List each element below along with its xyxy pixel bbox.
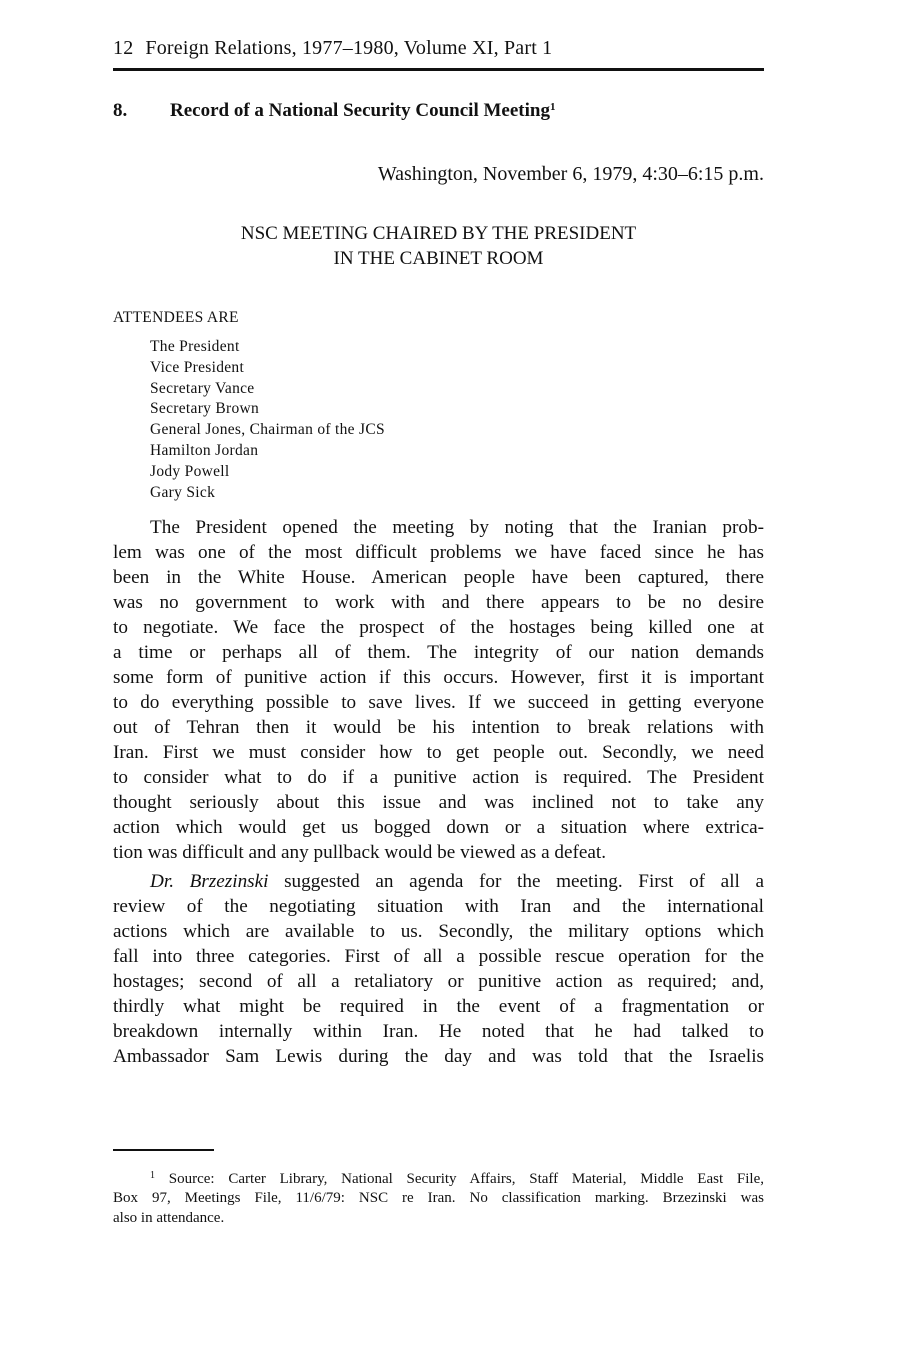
document-number: 8. <box>113 100 128 121</box>
footnote-line <box>113 1166 764 1189</box>
attendees-list <box>150 337 385 503</box>
footnote-marker: 1 <box>150 1170 155 1181</box>
attendee: The President <box>150 338 240 355</box>
attendee: Secretary Vance <box>150 379 255 397</box>
text-line: been in the White House. American people have been captured, there <box>113 567 764 588</box>
document-heading <box>113 100 555 122</box>
text-line: hostages; second of all a retaliatory or punitive action as required; and, <box>113 971 764 992</box>
text-line: tion was difficult and any pullback would be viewed as a defeat. <box>113 842 607 863</box>
attendee: General Jones, Chairman of the JCS <box>150 421 385 439</box>
text-line: lem was one of the most difficult problems we have faced since he has <box>113 542 764 563</box>
meeting-title-line-1: NSC MEETING CHAIRED BY THE PRESIDENT <box>240 223 637 244</box>
footnote-line: also in attendance. <box>113 1209 225 1226</box>
text-line: some form of punitive action if this occurs. However, first it is important <box>113 667 764 688</box>
text-line: thirdly what might be required in the event of a fragmentation or <box>113 996 764 1017</box>
attendee: Gary Sick <box>150 483 216 501</box>
header-rule <box>113 68 764 71</box>
text-run: Source: Carter Library, National Security Affairs, Staff Material, Middle East File, <box>155 1171 764 1187</box>
footnote-rule <box>113 1149 214 1151</box>
text-line: breakdown internally within Iran. He noted that he had talked to <box>113 1021 764 1042</box>
meeting-title-line-2: IN THE CABINET ROOM <box>333 248 544 269</box>
text-line: actions which are available to us. Secondly, the military options which <box>113 921 764 942</box>
paragraph-1 <box>113 515 764 865</box>
attendee: Secretary Brown <box>150 400 260 418</box>
text-line <box>113 869 764 894</box>
text-line: to consider what to do if a punitive action is required. The President <box>113 767 764 788</box>
attendees-label: ATTENDEES ARE <box>113 309 239 326</box>
text-line: to do everything possible to save lives. If we succeed in getting everyone <box>113 692 764 713</box>
text-line: thought seriously about this issue and was inclined not to take any <box>113 792 764 813</box>
text-line: was no government to work with and there appears to be no desire <box>113 592 764 613</box>
text-line: Ambassador Sam Lewis during the day and was told that the Israelis <box>113 1046 764 1067</box>
meeting-title <box>113 221 764 271</box>
text-line: out of Tehran then it would be his intention to break relations with <box>113 717 764 738</box>
page-number: 12 <box>113 37 134 59</box>
footnote-reference: 1 <box>549 101 556 113</box>
attendee: Jody Powell <box>150 462 230 480</box>
running-head-title: Foreign Relations, 1977–1980, Volume XI, Part 1 <box>145 37 553 59</box>
text-run: suggested an agenda for the meeting. First of all a <box>268 871 764 892</box>
speaker-name: Dr. Brzezinski <box>150 871 269 892</box>
text-line: review of the negotiating situation with Iran and the international <box>113 896 764 917</box>
paragraph-2 <box>113 869 764 1069</box>
document-title: Record of a National Security Council Meeting <box>170 100 550 121</box>
running-head <box>113 37 552 60</box>
attendee: Hamilton Jordan <box>150 441 259 459</box>
text-line: The President opened the meeting by noting that the Iranian prob- <box>150 517 764 538</box>
dateline: Washington, November 6, 1979, 4:30–6:15 p.m. <box>377 163 764 185</box>
text-line: to negotiate. We face the prospect of the hostages being killed one at <box>113 617 764 638</box>
attendee: Vice President <box>150 358 245 376</box>
text-line: a time or perhaps all of them. The integrity of our nation demands <box>113 642 764 663</box>
body-text <box>113 515 764 1069</box>
text-line: action which would get us bogged down or a situation where extrica- <box>113 817 764 838</box>
text-line: Iran. First we must consider how to get people out. Secondly, we need <box>113 742 764 763</box>
footnote <box>113 1166 764 1228</box>
text-line: fall into three categories. First of all a possible rescue operation for the <box>113 946 764 967</box>
footnote-line: Box 97, Meetings File, 11/6/79: NSC re Iran. No classification marking. Brzezinski was <box>113 1190 764 1207</box>
